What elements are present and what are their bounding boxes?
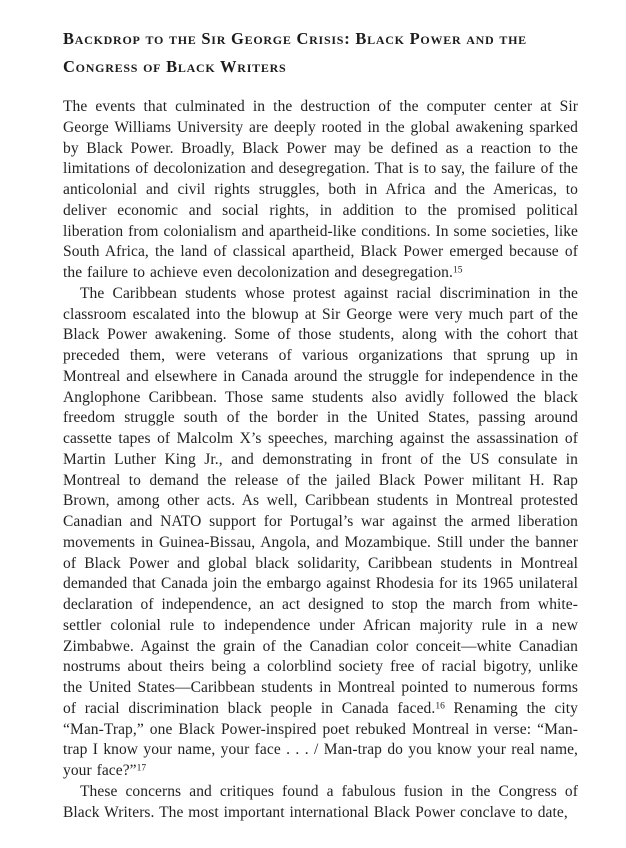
footnote-ref: 16 bbox=[435, 701, 445, 712]
footnote-ref: 17 bbox=[136, 763, 147, 774]
section-heading: Backdrop to the Sir George Crisis: Black Power and the Congress of Black Writers bbox=[63, 29, 527, 76]
paragraph: The events that culminated in the destruction of the computer center at Sir George Williams University are deeply rooted in the global awakening sparked by Black Power. Broadly, Black Power may be defined as a reaction to the limitations of decolonization and desegregation. That is to say, the failure of the anticolonial and civil rights struggles, both in Africa and the Americas, to deliver economic and social rights, in addition to the promised political liberation from colonialism and apartheid-like conditions. In some societies, like South Africa, the land of classical apartheid, Black Power emerged because of the failure to achieve even decolonization and desegregation.$^{15}$ bbox=[63, 98, 578, 281]
paragraph: The Caribbean students whose protest against racial discrimination in the classroom escalated into the blowup at Sir George were very much part of the Black Power awakening. Some of those students, along with the cohort that preceded them, were veterans of various organizations that sprung up in Montreal and elsewhere in Canada around the struggle for independence in the Anglophone Caribbean. Those same students also avidly followed the black freedom struggle south of the border in the United States, passing around cassette tapes of Malcolm X’s speeches, marching against the assassination of Martin Luther King Jr., and demonstrating in front of the US consulate in Montreal to demand the release of the jailed Black Power militant H. Rap Brown, among other acts. As well, Caribbean students in Montreal protested Canadian and NATO support for Portugal’s war against the armed liberation movements in Guinea-Bissau, Angola, and Mozambique. Still under the banner of Black Power and global black solidarity, Caribbean students in Montreal demanded that Canada join the embargo against Rhodesia for its 1965 unilateral declaration of independence, an act designed to stop the march from white-settler colonial rule to independence under African majority rule in a new Zimbabwe. Against the grain of the Canadian color conceit—white Canadian nostrums about theirs being a colorblind society free of racial bigotry, unlike the United States—Caribbean students in Montreal pointed to numerous forms of racial discrimination black people in Canada faced.$^{16}$ Renaming the city “Man-Trap,” one Black Power-inspired poet rebuked Montreal in verse: “Man-trap I know your name, your face . . . / Man-trap do you know your real name, your face?”$^{17}$ bbox=[63, 284, 579, 779]
paragraph: These concerns and critiques found a fabulous fusion in the Congress of Black Writers. The most important international Black Power conclave to date, bbox=[63, 782, 578, 821]
footnote-ref: 15 bbox=[452, 265, 463, 276]
article-body bbox=[63, 97, 578, 823]
